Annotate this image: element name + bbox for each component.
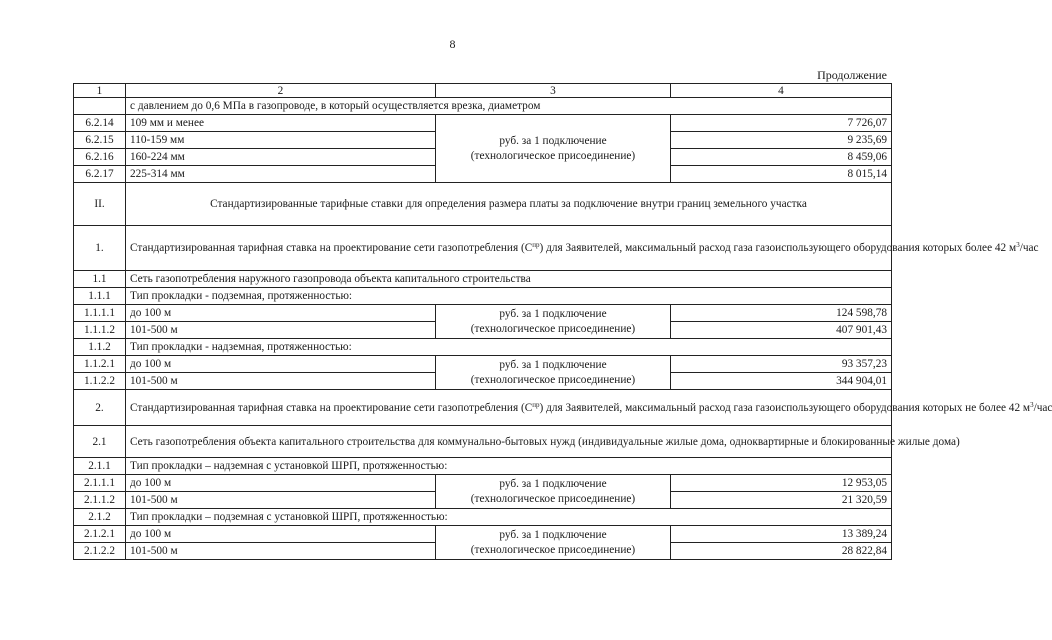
unit-line-1: руб. за 1 подключение: [499, 528, 607, 541]
row-description: 101-500 м: [126, 492, 436, 509]
unit-cell: [436, 526, 671, 560]
block-title: [126, 390, 1052, 426]
table-row: [74, 115, 892, 132]
block-title-row: [74, 226, 892, 271]
unit-line-1: руб. за 1 подключение: [499, 134, 607, 147]
header-col-1: 1: [74, 84, 126, 98]
group-title: Тип прокладки - надземная, протяженностью:: [126, 339, 892, 356]
row-number: 2.1.1.2: [74, 492, 126, 509]
group-row: [74, 339, 892, 356]
table-row: [74, 526, 892, 543]
row-description: 101-500 м: [126, 373, 436, 390]
unit-line-2: (технологическое присоединение): [470, 322, 636, 335]
superscript: пр: [532, 400, 540, 409]
row-number: 2.1.2: [74, 509, 126, 526]
row-number: 6.2.15: [74, 132, 126, 149]
row-value: 8 015,14: [671, 166, 892, 183]
table-row: [74, 356, 892, 373]
row-description: до 100 м: [126, 475, 436, 492]
table-row: [74, 475, 892, 492]
row-description: до 100 м: [126, 356, 436, 373]
unit-line-1: руб. за 1 подключение: [499, 477, 607, 490]
subsection-title: Сеть газопотребления наружного газопровода объекта капитального строительства: [126, 271, 892, 288]
group-title: Тип прокладки - подземная, протяженностью:: [126, 288, 892, 305]
group-title: Тип прокладки – подземная с установкой ШРП, протяженностью:: [126, 509, 892, 526]
block-title-part: Стандартизированная тарифная ставка на проектирование сети газопотребления (С: [130, 401, 533, 414]
group-title: Тип прокладки – надземная с установкой ШРП, протяженностью:: [126, 458, 892, 475]
row-number: 6.2.14: [74, 115, 126, 132]
block-number: 2.: [74, 390, 126, 426]
row-value: 93 357,23: [671, 356, 892, 373]
row-value: 13 389,24: [671, 526, 892, 543]
block-title-part: ) для Заявителей, максимальный расход газа газоиспользующего оборудования которых не более 42 м: [539, 401, 1031, 414]
group-row: [74, 509, 892, 526]
row-description: 110-159 мм: [126, 132, 436, 149]
tariff-table: [73, 83, 1052, 560]
group-row: [74, 288, 892, 305]
section-title: Стандартизированные тарифные ставки для определения размера платы за подключение внутри границ земельного участка: [126, 183, 892, 226]
row-value: 407 901,43: [671, 322, 892, 339]
section-number: II.: [74, 183, 126, 226]
row-number: 2.1: [74, 426, 126, 458]
block-title-part: ) для Заявителей, максимальный расход газа газоиспользующего оборудования которых более 42 м: [539, 242, 1017, 254]
header-row: [74, 84, 892, 98]
superscript: пр: [532, 241, 540, 249]
block-title: [126, 226, 1039, 271]
subsection-row: [74, 426, 892, 458]
group-row: [74, 458, 892, 475]
block-title-part: Стандартизированная тарифная ставка на проектирование сети газопотребления (С: [130, 242, 533, 254]
subsection-title: Сеть газопотребления объекта капитального строительства для коммунально-бытовых нужд (индивидуальные жилые дома, одноквартирные и блокированные жилые дома): [126, 426, 892, 458]
superscript: 3: [1016, 241, 1020, 249]
block-number: 1.: [74, 226, 126, 271]
unit-cell: [436, 305, 671, 339]
header-col-2: 2: [126, 84, 436, 98]
row-value: 8 459,06: [671, 149, 892, 166]
row-number: 2.1.1: [74, 458, 126, 475]
row-number: 1.1.2: [74, 339, 126, 356]
row-number: 1.1.1: [74, 288, 126, 305]
empty-cell: [74, 98, 126, 115]
header-col-3: 3: [436, 84, 671, 98]
unit-line-2: (технологическое присоединение): [470, 543, 636, 556]
page-number: 8: [449, 37, 456, 51]
row-description: до 100 м: [126, 305, 436, 322]
row-description: 225-314 мм: [126, 166, 436, 183]
row-description: 101-500 м: [126, 543, 436, 560]
block-title-part: /час: [1033, 401, 1052, 414]
unit-cell: [436, 356, 671, 390]
unit-cell: [436, 475, 671, 509]
row-number: 1.1: [74, 271, 126, 288]
row-number: 1.1.1.1: [74, 305, 126, 322]
row-description: 109 мм и менее: [126, 115, 436, 132]
unit-line-1: руб. за 1 подключение: [499, 358, 607, 371]
block-title-part: /час: [1019, 242, 1039, 254]
row-description: 160-224 мм: [126, 149, 436, 166]
pressure-title: с давлением до 0,6 МПа в газопроводе, в который осуществляется врезка, диаметром: [126, 98, 892, 115]
section-row: [74, 183, 892, 226]
row-value: 28 822,84: [671, 543, 892, 560]
section-title-row: [74, 98, 892, 115]
row-value: 12 953,05: [671, 475, 892, 492]
unit-cell: [436, 115, 671, 183]
row-number: 1.1.2.2: [74, 373, 126, 390]
row-number: 2.1.2.2: [74, 543, 126, 560]
unit-line-2: (технологическое присоединение): [470, 492, 636, 505]
block-title-row: [74, 390, 892, 426]
row-number: 6.2.17: [74, 166, 126, 183]
row-value: 344 904,01: [671, 373, 892, 390]
row-value: 21 320,59: [671, 492, 892, 509]
row-value: 7 726,07: [671, 115, 892, 132]
row-value: 124 598,78: [671, 305, 892, 322]
continuation-label: Продолжение: [817, 68, 887, 82]
header-col-4: 4: [671, 84, 892, 98]
unit-line-2: (технологическое присоединение): [470, 373, 636, 386]
superscript: 3: [1030, 400, 1034, 409]
row-number: 2.1.2.1: [74, 526, 126, 543]
table-row: [74, 305, 892, 322]
row-number: 1.1.1.2: [74, 322, 126, 339]
row-number: 2.1.1.1: [74, 475, 126, 492]
subsection-row: [74, 271, 892, 288]
row-description: до 100 м: [126, 526, 436, 543]
unit-line-2: (технологическое присоединение): [470, 149, 636, 162]
row-number: 6.2.16: [74, 149, 126, 166]
unit-line-1: руб. за 1 подключение: [499, 307, 607, 320]
row-value: 9 235,69: [671, 132, 892, 149]
row-description: 101-500 м: [126, 322, 436, 339]
row-number: 1.1.2.1: [74, 356, 126, 373]
